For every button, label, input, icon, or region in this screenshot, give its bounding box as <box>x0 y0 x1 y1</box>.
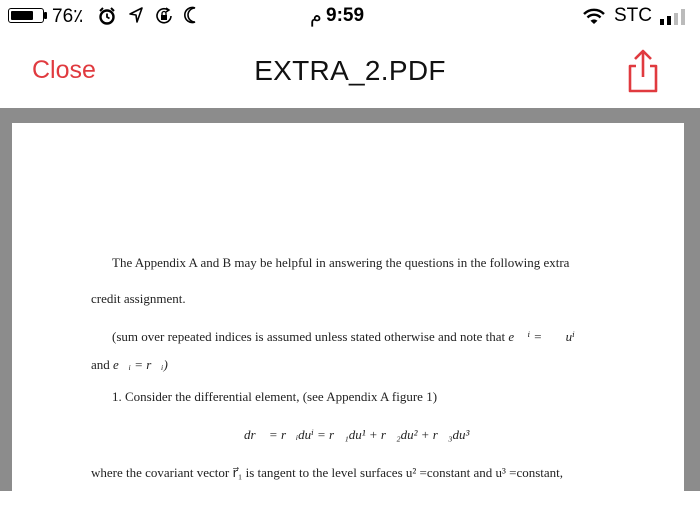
carrier-name: STC <box>614 5 652 26</box>
moon-icon <box>184 6 200 24</box>
inline-math: e⃗ᵢ = r⃗ᵢ) <box>113 357 168 372</box>
alarm-icon <box>98 6 116 26</box>
share-icon <box>621 47 665 95</box>
nav-bar <box>0 36 700 108</box>
wifi-icon <box>583 8 605 25</box>
item-text: Consider the differential element, (see Appendix A figure 1) <box>125 389 438 404</box>
paragraph-text: (sum over repeated indices is assumed unless stated otherwise and note that <box>112 329 509 344</box>
battery-percent: 76٪ <box>52 6 84 27</box>
signal-icon <box>660 9 692 25</box>
close-button[interactable]: Close <box>32 56 96 84</box>
pdf-page <box>12 123 684 523</box>
orientation-lock-icon <box>154 6 174 26</box>
pdf-viewer[interactable] <box>0 108 700 491</box>
paragraph-line: The Appendix A and B may be helpful in answering the questions in the following extra <box>112 255 570 270</box>
battery-tip <box>44 12 47 19</box>
paragraph-line <box>112 329 575 345</box>
display-equation: dr⃗ = r⃗ᵢduⁱ = r⃗₁du¹ + r⃗₂du² + r⃗₃du³ <box>244 427 470 442</box>
list-item <box>112 389 437 405</box>
paragraph-line: where the covariant vector r⃗₁ is tangent to the level surfaces u² =constant and u³ =constant, <box>91 465 564 480</box>
status-time-suffix: م <box>310 6 322 27</box>
share-button[interactable] <box>621 47 665 95</box>
paragraph-text: and <box>91 357 114 372</box>
paragraph-line <box>91 357 168 373</box>
paragraph-line: credit assignment. <box>91 291 186 306</box>
item-number: 1. <box>112 389 122 404</box>
page-title: EXTRA_2.PDF <box>254 55 446 86</box>
inline-math: e⃗ ⁱ = ∇⃗uⁱ <box>508 329 575 344</box>
status-time: 9:59 <box>326 5 365 26</box>
battery-icon <box>8 8 44 23</box>
location-arrow-icon <box>128 6 144 24</box>
battery-level <box>11 11 33 20</box>
status-bar <box>0 0 700 36</box>
